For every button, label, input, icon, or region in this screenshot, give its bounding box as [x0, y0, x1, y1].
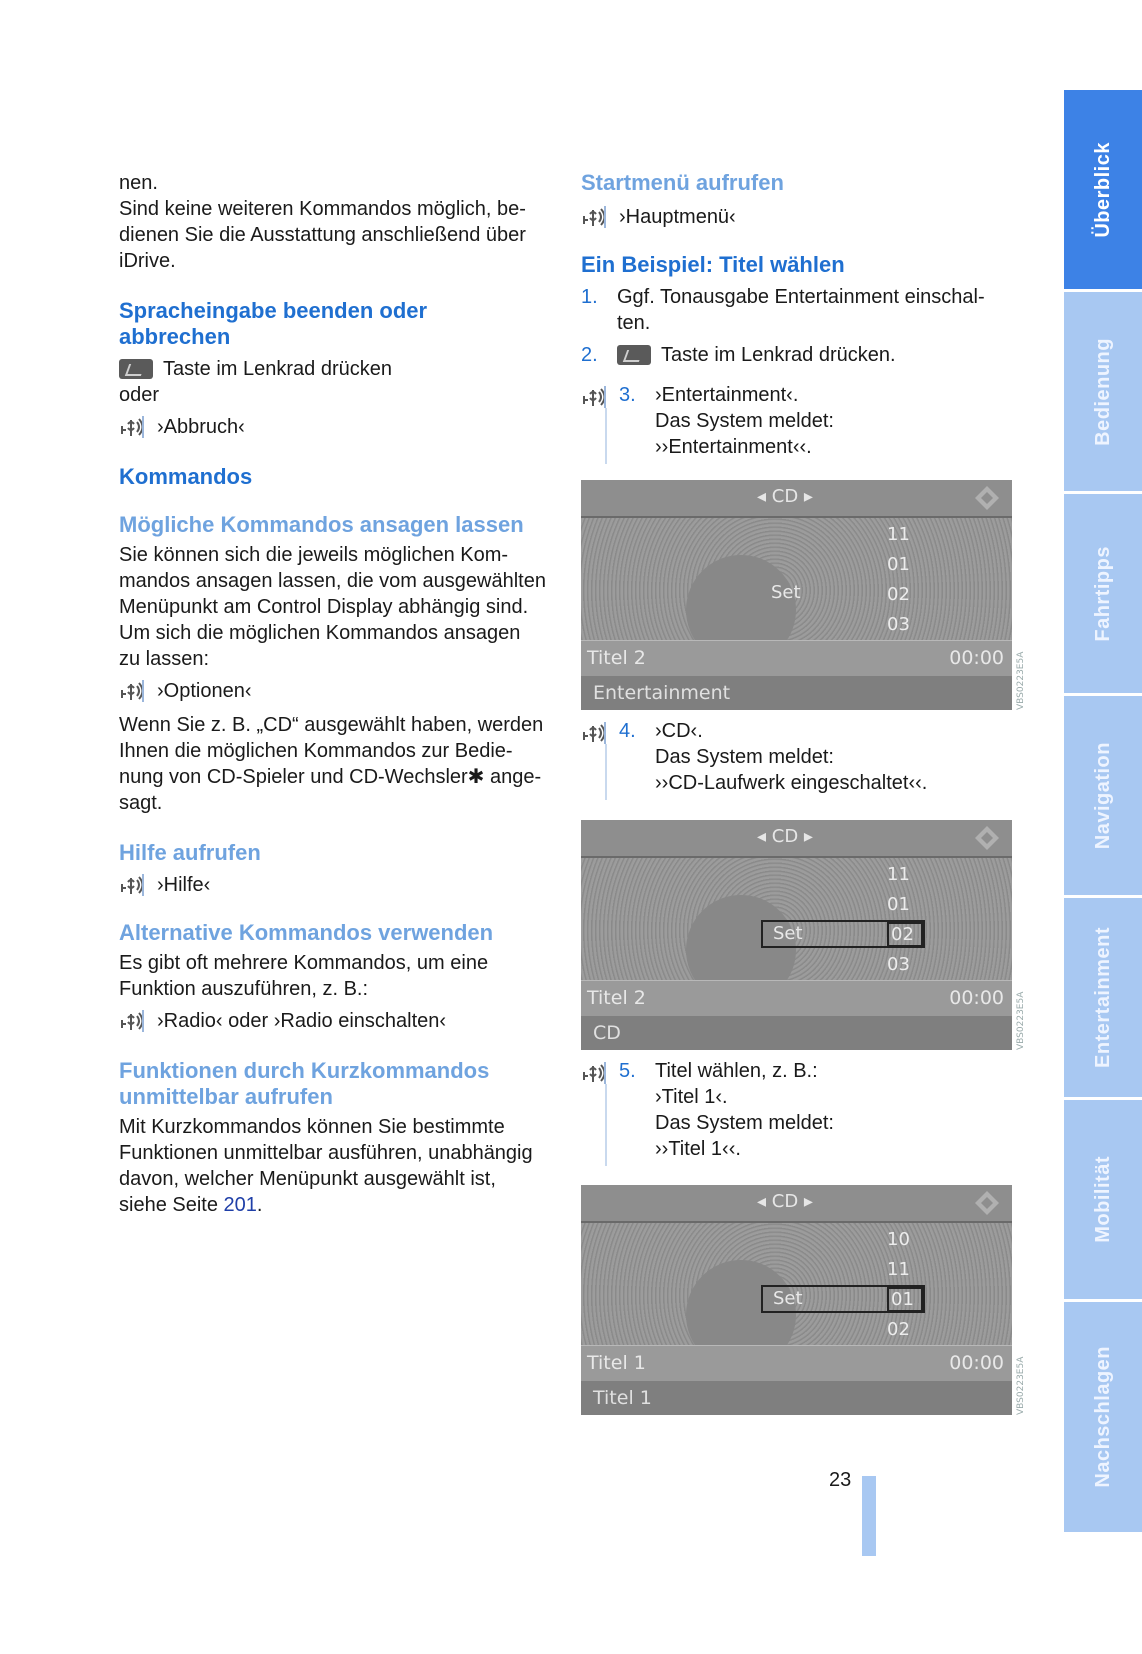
info-bar — [581, 980, 1012, 1017]
screen-header-label: ◂ CD ▸ — [757, 486, 813, 507]
or-text: oder — [119, 384, 160, 406]
status-text: Entertainment — [593, 682, 731, 704]
track-item: 01 — [887, 554, 910, 575]
track-item: 11 — [887, 1259, 910, 1280]
body-line — [119, 1192, 549, 1218]
step-4 — [581, 718, 1011, 796]
step-divider — [605, 744, 607, 800]
section-title-startmenue: Startmenü aufrufen — [581, 170, 784, 195]
track-item: 02 — [887, 584, 910, 605]
body-line: zu lassen: — [119, 648, 210, 670]
section-title-moegliche-kommandos: Mögliche Kommandos ansagen lassen — [119, 512, 524, 537]
tab-mobilitaet[interactable] — [1064, 1100, 1142, 1299]
page-marker-bar — [862, 1476, 876, 1556]
tab-label: Überblick — [1091, 141, 1114, 238]
track-title: Titel 2 — [587, 987, 646, 1009]
status-text: CD — [593, 1022, 621, 1044]
voice-command-icon — [581, 204, 607, 230]
image-code: VBS0223E5A — [1016, 1356, 1026, 1415]
tab-label: Fahrtipps — [1091, 545, 1114, 642]
body-line: Es gibt oft mehrere Kommandos, um eine — [119, 952, 489, 974]
set-label: Set — [761, 1285, 925, 1313]
body-line: davon, welcher Menüpunkt ausgewählt ist, — [119, 1168, 496, 1190]
voice-command-icon — [581, 720, 607, 746]
voice-command-icon — [119, 1008, 145, 1034]
control-display-screen-2 — [581, 820, 1012, 1050]
tab-label: Bedienung — [1091, 337, 1114, 446]
title-line: abbrechen — [119, 324, 231, 349]
body-line: mandos ansagen lassen, die vom ausgewählten — [119, 570, 546, 592]
step-2 — [581, 342, 1011, 368]
voice-command-row — [581, 204, 1011, 230]
screen-header — [581, 820, 1012, 858]
body-line: Funktionen unmittelbar ausführen, unabhängig — [119, 1142, 533, 1164]
track-item-selected: 02 — [887, 922, 923, 947]
tab-bedienung[interactable] — [1064, 292, 1142, 491]
track-item-selected: 01 — [887, 1287, 923, 1312]
step-number: 5. — [619, 1060, 636, 1082]
body-line: Menüpunkt am Control Display abhängig sind. — [119, 596, 529, 618]
voice-command-row — [119, 678, 549, 704]
page-number: 23 — [829, 1469, 852, 1491]
intro-line: nen. — [119, 172, 158, 194]
body-line: Ihnen die möglichen Kommandos zur Bedie- — [119, 740, 513, 762]
track-title: Titel 2 — [587, 647, 646, 669]
ref-suffix: . — [256, 1194, 263, 1216]
status-bar — [581, 1381, 1012, 1415]
header-text: CD — [771, 486, 799, 507]
page-reference-link[interactable]: 201 — [223, 1194, 257, 1216]
status-text: Titel 1 — [593, 1387, 652, 1409]
section-title-alternative: Alternative Kommandos verwenden — [119, 920, 494, 945]
section-title-kommandos: Kommandos — [119, 464, 253, 489]
voice-command-row — [119, 1008, 549, 1034]
tab-nachschlagen[interactable] — [1064, 1302, 1142, 1532]
tab-label: Mobilität — [1091, 1156, 1114, 1243]
voice-command-icon — [119, 678, 145, 704]
body-line: Sie können sich die jeweils möglichen Kom- — [119, 544, 509, 566]
step-number: 2. — [581, 344, 598, 366]
step-divider — [605, 1084, 607, 1166]
step-line: Ggf. Tonausgabe Entertainment einschal- — [617, 286, 985, 308]
section-title-beispiel: Ein Beispiel: Titel wählen — [581, 252, 845, 277]
set-label: Set — [771, 582, 801, 603]
screen-header — [581, 1185, 1012, 1223]
voice-command-row — [119, 872, 549, 898]
step-line: Das System meldet: — [655, 1112, 834, 1134]
title-line: Spracheingabe beenden oder — [119, 298, 428, 323]
intro-line: Sind keine weiteren Kommandos möglich, be- — [119, 198, 526, 220]
track-item: 03 — [887, 614, 910, 635]
header-text: CD — [771, 1191, 799, 1212]
body-line: Wenn Sie z. B. „CD“ ausgewählt haben, werden — [119, 714, 544, 736]
step-5 — [581, 1058, 1011, 1162]
steering-wheel-button-icon — [617, 345, 651, 365]
intro-line: iDrive. — [119, 250, 176, 272]
status-bar — [581, 1016, 1012, 1050]
track-item: 11 — [887, 524, 910, 545]
controller-icon — [974, 825, 1000, 851]
header-text: CD — [771, 826, 799, 847]
step-number: 1. — [581, 286, 598, 308]
chapter-tabs — [1064, 90, 1142, 1560]
track-item: 01 — [887, 894, 910, 915]
steering-wheel-button-icon — [119, 359, 153, 379]
voice-command-text: ›Abbruch‹ — [157, 416, 245, 438]
title-line: Funktionen durch Kurzkommandos — [119, 1058, 490, 1083]
step-line: ›Titel 1‹. — [655, 1086, 728, 1108]
right-column — [581, 170, 1011, 368]
screen-header — [581, 480, 1012, 518]
section-title-hilfe: Hilfe aufrufen — [119, 840, 261, 865]
voice-command-row — [119, 414, 549, 440]
controller-icon — [974, 485, 1000, 511]
screen-header-label: ◂ CD ▸ — [757, 826, 813, 847]
screen-header-label: ◂ CD ▸ — [757, 1191, 813, 1212]
track-item: 02 — [887, 1319, 910, 1340]
step-line: ››Titel 1‹‹. — [655, 1138, 741, 1160]
tab-fahrtipps[interactable] — [1064, 494, 1142, 693]
voice-command-text: ›Hauptmenü‹ — [619, 206, 736, 228]
tab-navigation[interactable] — [1064, 696, 1142, 895]
title-line: unmittelbar aufrufen — [119, 1084, 333, 1109]
step-line: Taste im Lenkrad drücken. — [661, 344, 896, 366]
tab-label: Navigation — [1091, 741, 1114, 850]
body-line: nung von CD-Spieler und CD-Wechsler✱ ange- — [119, 766, 542, 788]
body-line: Funktion auszuführen, z. B.: — [119, 978, 369, 1000]
step-line: ›Entertainment‹. — [655, 384, 799, 406]
step-divider — [605, 408, 607, 464]
control-display-screen-3 — [581, 1185, 1012, 1415]
image-code: VBS0223E5A — [1016, 991, 1026, 1050]
tab-label: Nachschlagen — [1091, 1346, 1114, 1488]
set-label: Set — [761, 920, 925, 948]
section-title-kurzkommandos — [119, 1058, 549, 1110]
controller-icon — [974, 1190, 1000, 1216]
voice-command-icon — [581, 384, 607, 410]
track-time: 00:00 — [949, 647, 1004, 669]
section-title-spracheingabe — [119, 298, 549, 350]
step-number: 4. — [619, 720, 636, 742]
body-line: Mit Kurzkommandos können Sie bestimmte — [119, 1116, 505, 1138]
voice-command-text: ›Radio‹ oder ›Radio einschalten‹ — [157, 1010, 447, 1032]
step-line: ››CD-Laufwerk eingeschaltet‹‹. — [655, 772, 928, 794]
step-line: Das System meldet: — [655, 746, 834, 768]
track-time: 00:00 — [949, 987, 1004, 1009]
step-1 — [581, 284, 1011, 336]
ref-prefix: siehe Seite — [119, 1194, 224, 1216]
step-3 — [581, 382, 1011, 460]
voice-command-icon — [119, 414, 145, 440]
info-bar — [581, 640, 1012, 677]
step-line: Titel wählen, z. B.: — [655, 1060, 818, 1082]
track-time: 00:00 — [949, 1352, 1004, 1374]
step-line: Das System meldet: — [655, 410, 834, 432]
body-line: Um sich die möglichen Kommandos ansagen — [119, 622, 521, 644]
track-title: Titel 1 — [587, 1352, 646, 1374]
track-item: 11 — [887, 864, 910, 885]
voice-command-text: ›Optionen‹ — [157, 680, 252, 702]
tab-entertainment[interactable] — [1064, 898, 1142, 1097]
track-item: 03 — [887, 954, 910, 975]
step-line: ›CD‹. — [655, 720, 703, 742]
left-column — [119, 170, 549, 1218]
steering-button-row — [119, 356, 549, 382]
tab-ueberblick[interactable] — [1064, 90, 1142, 289]
image-code: VBS0223E5A — [1016, 651, 1026, 710]
control-display-screen-1 — [581, 480, 1012, 710]
step-number: 3. — [619, 384, 636, 406]
body-line: sagt. — [119, 792, 163, 814]
info-bar — [581, 1345, 1012, 1382]
voice-command-icon — [581, 1060, 607, 1086]
tab-label: Entertainment — [1091, 927, 1114, 1068]
voice-command-text: ›Hilfe‹ — [157, 874, 211, 896]
status-bar — [581, 676, 1012, 710]
step-line: ten. — [617, 312, 651, 334]
intro-line: dienen Sie die Ausstattung anschließend über — [119, 224, 526, 246]
voice-command-icon — [119, 872, 145, 898]
track-item: 10 — [887, 1229, 910, 1250]
instruction-text: Taste im Lenkrad drücken — [163, 358, 393, 380]
step-line: ››Entertainment‹‹. — [655, 436, 812, 458]
